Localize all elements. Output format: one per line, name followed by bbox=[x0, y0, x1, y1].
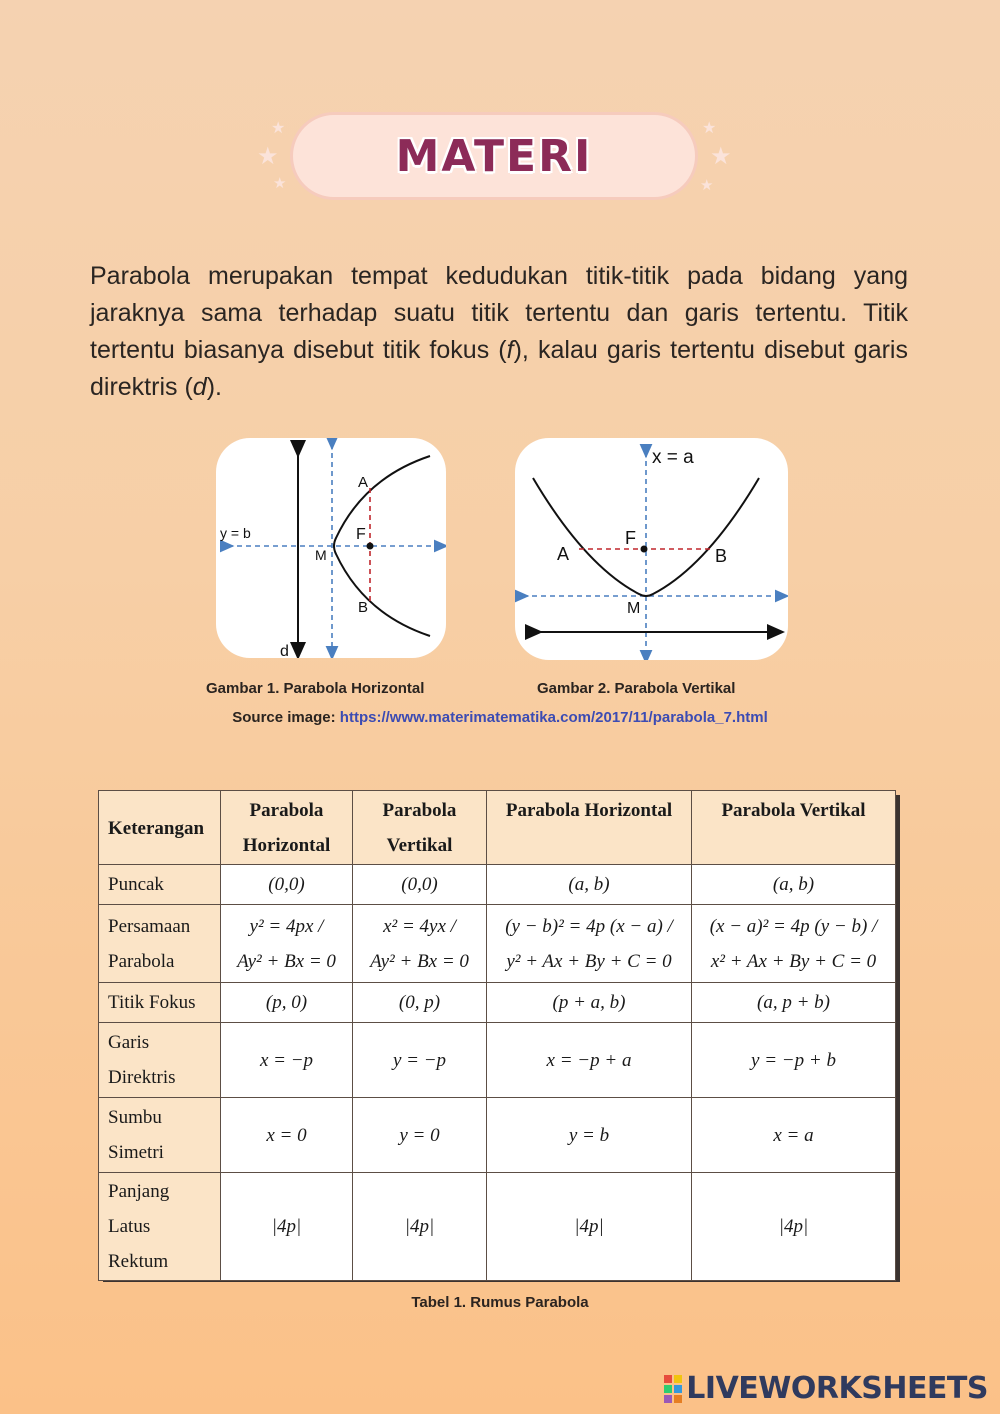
table-cell bbox=[353, 1098, 487, 1173]
cell-line: Ay² + Bx = 0 bbox=[237, 950, 336, 972]
intro-paragraph bbox=[90, 258, 908, 406]
header-text: Horizontal bbox=[242, 835, 331, 856]
table-cell bbox=[221, 905, 353, 983]
table-row bbox=[99, 1098, 896, 1173]
title-banner bbox=[290, 112, 698, 200]
table-cell bbox=[487, 865, 692, 905]
cell-line: (0,0) bbox=[401, 874, 438, 895]
cell-line: x² + Ax + By + C = 0 bbox=[710, 950, 877, 972]
table-row bbox=[99, 905, 896, 983]
label-M: M bbox=[315, 547, 327, 563]
cell-line: y = 0 bbox=[399, 1124, 440, 1146]
row-label-line: Simetri bbox=[108, 1142, 164, 1163]
label-A: A bbox=[358, 474, 369, 491]
table-cell bbox=[353, 905, 487, 983]
star-icon: ★ bbox=[702, 120, 717, 137]
cell-line: y = −p bbox=[392, 1049, 447, 1071]
label-A: A bbox=[557, 544, 570, 564]
directrix-symbol: d bbox=[192, 373, 207, 401]
label-B: B bbox=[715, 546, 728, 566]
row-label-line: Parabola bbox=[108, 950, 175, 972]
row-label bbox=[99, 1173, 221, 1281]
table-cell bbox=[692, 1098, 896, 1173]
star-icon: ★ bbox=[700, 177, 714, 194]
brand-logo bbox=[664, 1371, 988, 1406]
table-row bbox=[99, 1023, 896, 1098]
label-F: F bbox=[625, 528, 636, 548]
row-label-line: Garis bbox=[108, 1032, 150, 1053]
label-F: F bbox=[356, 526, 366, 543]
intro-text-3: ). bbox=[206, 373, 222, 401]
source-prefix: Source image: bbox=[232, 709, 340, 726]
table-cell bbox=[221, 1023, 353, 1098]
formula-table bbox=[98, 790, 895, 1277]
table-row bbox=[99, 1173, 896, 1281]
cell-line: Ay² + Bx = 0 bbox=[370, 950, 469, 972]
figure2-caption: Gambar 2. Parabola Vertikal bbox=[537, 680, 736, 697]
table-cell bbox=[221, 865, 353, 905]
table-cell bbox=[353, 983, 487, 1023]
row-label bbox=[99, 1023, 221, 1098]
cell-line: x = −p bbox=[259, 1049, 314, 1071]
table-cell bbox=[221, 1098, 353, 1173]
row-label-line: Direktris bbox=[108, 1067, 176, 1088]
row-label-line: Titik Fokus bbox=[108, 992, 196, 1013]
label-B: B bbox=[358, 599, 369, 616]
page-title: MATERI bbox=[395, 130, 593, 182]
header-keterangan: Keterangan bbox=[99, 791, 221, 865]
table-row bbox=[99, 983, 896, 1023]
label-M: M bbox=[627, 600, 641, 617]
cell-line: (a, b) bbox=[772, 874, 815, 895]
table-cell bbox=[692, 1023, 896, 1098]
cell-line: (p + a, b) bbox=[552, 992, 626, 1013]
header-parabola-vertikal bbox=[353, 791, 487, 865]
header-parabola-horizontal-general: Parabola Horizontal bbox=[487, 791, 692, 865]
cell-line: x² = 4yx / bbox=[383, 915, 456, 937]
table-cell bbox=[353, 1023, 487, 1098]
label-xa: x = a bbox=[652, 447, 694, 468]
source-line bbox=[0, 709, 1000, 726]
cell-line: x = −p + a bbox=[546, 1049, 632, 1071]
cell-line: |4p| bbox=[404, 1216, 435, 1237]
header-text: Parabola bbox=[249, 800, 324, 821]
cell-line: (x − a)² = 4p (y − b) / bbox=[709, 915, 878, 937]
focus-point bbox=[641, 546, 648, 553]
table-cell bbox=[487, 1098, 692, 1173]
cell-line: (a, p + b) bbox=[757, 992, 830, 1013]
star-icon: ★ bbox=[710, 143, 732, 170]
cell-line: y² + Ax + By + C = 0 bbox=[506, 950, 672, 972]
header-text: Vertikal bbox=[386, 835, 453, 856]
row-label-line: Panjang bbox=[108, 1181, 170, 1202]
table-cell bbox=[487, 983, 692, 1023]
table-cell bbox=[353, 1173, 487, 1281]
table-cell bbox=[353, 865, 487, 905]
table-cell bbox=[487, 1173, 692, 1281]
row-label-line: Latus bbox=[108, 1216, 151, 1237]
row-label-line: Sumbu bbox=[108, 1107, 162, 1128]
table-cell bbox=[692, 983, 896, 1023]
intro-text-2: ), kalau garis tertentu disebut garis direktris ( bbox=[90, 336, 908, 401]
figure-parabola-vertical bbox=[515, 438, 788, 660]
brand-text: LIVEWORKSHEETS bbox=[686, 1371, 988, 1406]
row-label-line: Persamaan bbox=[108, 915, 191, 937]
cell-line: y = b bbox=[568, 1124, 610, 1146]
row-label bbox=[99, 1098, 221, 1173]
table-cell bbox=[487, 1023, 692, 1098]
row-label bbox=[99, 865, 221, 905]
row-label bbox=[99, 983, 221, 1023]
table-caption: Tabel 1. Rumus Parabola bbox=[411, 1294, 589, 1311]
table-cell bbox=[221, 1173, 353, 1281]
figure-parabola-horizontal bbox=[216, 438, 446, 658]
cell-line: (0, p) bbox=[398, 992, 441, 1013]
brand-icon bbox=[664, 1375, 682, 1403]
header-text: Parabola bbox=[382, 800, 457, 821]
table-cell bbox=[487, 905, 692, 983]
label-yb: y = b bbox=[220, 525, 251, 541]
cell-line: (p, 0) bbox=[265, 992, 308, 1013]
table-cell bbox=[692, 1173, 896, 1281]
cell-line: |4p| bbox=[574, 1216, 604, 1237]
cell-line: |4p| bbox=[778, 1216, 809, 1237]
intro-text-1: Parabola merupakan tempat kedudukan titik-titik pada bidang yang jaraknya sama terhadap suatu titik tertentu dan garis tertentu. Titik tertentu biasanya disebut titik fokus ( bbox=[90, 262, 908, 364]
header-parabola-vertikal-general: Parabola Vertikal bbox=[692, 791, 896, 865]
table-row bbox=[99, 865, 896, 905]
figure1-caption: Gambar 1. Parabola Horizontal bbox=[206, 680, 425, 697]
table-cell bbox=[221, 983, 353, 1023]
row-label bbox=[99, 905, 221, 983]
cell-line: (0,0) bbox=[268, 874, 305, 895]
table-cell bbox=[692, 905, 896, 983]
cell-line: (a, b) bbox=[568, 874, 610, 895]
cell-line: y² = 4px / bbox=[249, 915, 324, 937]
focus-point bbox=[367, 543, 374, 550]
star-icon: ★ bbox=[273, 175, 287, 192]
row-label-line: Puncak bbox=[108, 874, 164, 895]
table-cell bbox=[692, 865, 896, 905]
row-label-line: Rektum bbox=[108, 1251, 169, 1272]
cell-line: (y − b)² = 4p (x − a) / bbox=[505, 915, 673, 937]
cell-line: y = −p + b bbox=[751, 1049, 836, 1071]
cell-line: x = a bbox=[773, 1124, 814, 1146]
star-icon: ★ bbox=[257, 143, 279, 170]
label-d: d bbox=[280, 643, 289, 658]
table-header-row bbox=[99, 791, 896, 865]
source-link[interactable]: https://www.materimatematika.com/2017/11/parabola_7.html bbox=[339, 709, 768, 726]
cell-line: |4p| bbox=[271, 1216, 302, 1237]
star-icon: ★ bbox=[271, 120, 286, 137]
header-parabola-horizontal bbox=[221, 791, 353, 865]
cell-line: x = 0 bbox=[266, 1124, 307, 1146]
focus-symbol: f bbox=[506, 336, 514, 364]
